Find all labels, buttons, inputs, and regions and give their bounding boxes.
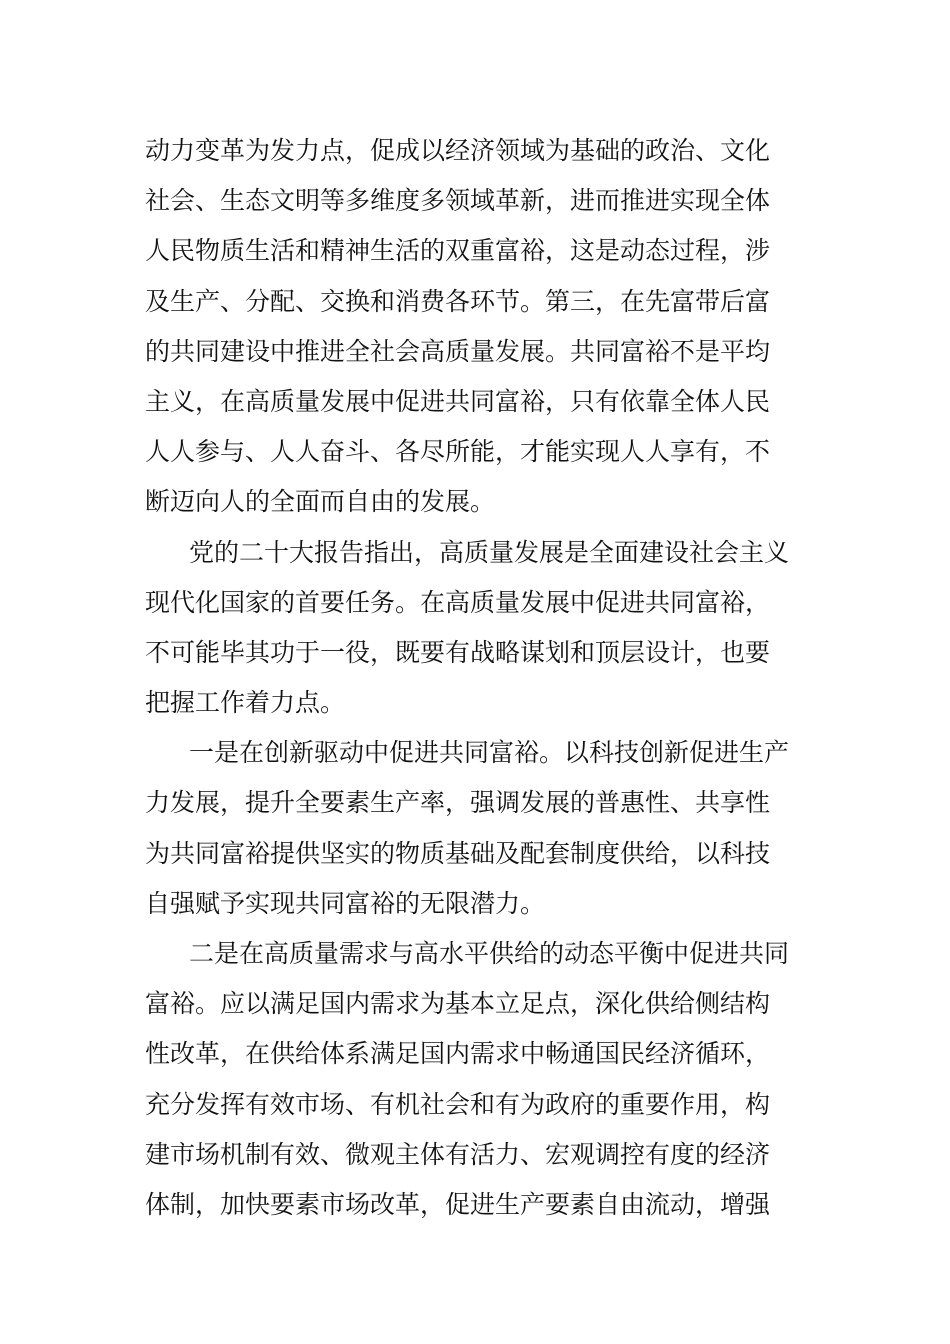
document-body [145,126,810,1230]
text-line: 断迈向人的全面而自由的发展。 [145,487,496,517]
text-line: 及生产、分配、交换和消费各环节。第三，在先富带后富 [145,286,771,316]
text-line: 主义，在高质量发展中促进共同富裕，只有依靠全体人民 [145,386,771,416]
text-line: 富裕。应以满足国内需求为基本立足点，深化供给侧结构 [145,989,771,1019]
text-line: 力发展，提升全要素生产率，强调发展的普惠性、共享性 [145,788,771,818]
text-line: 一是在创新驱动中促进共同富裕。以科技创新促进生产 [189,738,790,768]
paragraph-report [145,528,810,729]
text-line: 建市场机制有效、微观主体有活力、宏观调控有度的经济 [145,1139,771,1169]
text-line: 性改革，在供给体系满足国内需求中畅通国民经济循环， [145,1039,771,1069]
text-line: 二是在高质量需求与高水平供给的动态平衡中促进共同 [189,939,790,968]
text-line: 社会、生态文明等多维度多领域革新，进而推进实现全体 [145,186,771,216]
text-line: 党的二十大报告指出，高质量发展是全面建设社会主义 [189,537,790,567]
text-line: 人人参与、人人奋斗、各尽所能，才能实现人人享有，不 [145,437,771,467]
paragraph-supply-demand [145,929,810,1230]
text-line: 体制，加快要素市场改革，促进生产要素自由流动，增强 [145,1189,771,1219]
text-line: 充分发挥有效市场、有机社会和有为政府的重要作用，构 [145,1089,771,1119]
text-line: 自强赋予实现共同富裕的无限潜力。 [145,888,546,918]
text-line: 不可能毕其功于一役，既要有战略谋划和顶层设计，也要 [145,637,771,667]
text-line: 现代化国家的首要任务。在高质量发展中促进共同富裕， [145,587,771,617]
text-line: 动力变革为发力点，促成以经济领域为基础的政治、文化 [145,136,771,165]
text-line: 把握工作着力点。 [145,688,346,718]
text-line: 的共同建设中推进全社会高质量发展。共同富裕不是平均 [145,336,771,366]
paragraph-innovation [145,728,810,929]
paragraph-continued [145,126,810,528]
text-line: 人民物质生活和精神生活的双重富裕，这是动态过程，涉 [145,236,771,266]
text-line: 为共同富裕提供坚实的物质基础及配套制度供给，以科技 [145,838,771,868]
